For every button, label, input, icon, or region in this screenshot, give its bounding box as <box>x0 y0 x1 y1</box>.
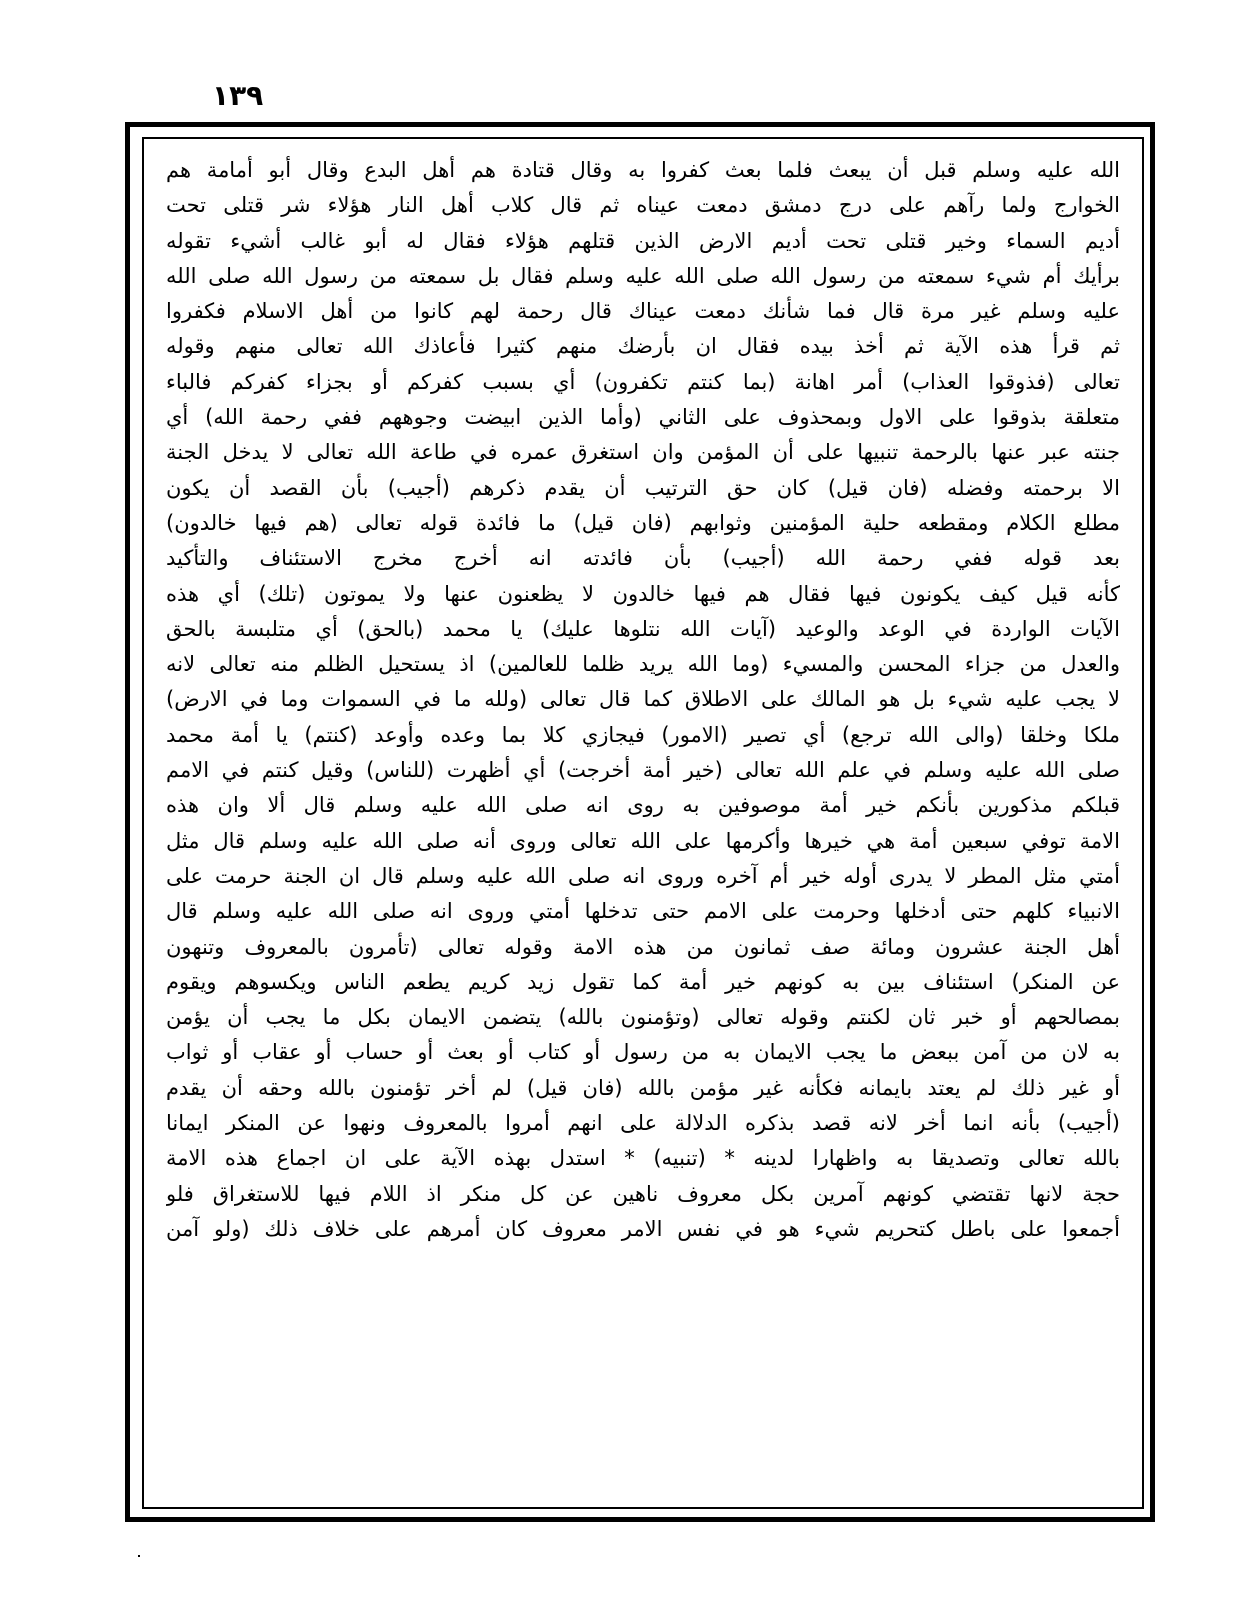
text-line: الامة توفي سبعين أمة هي خيرها وأكرمها على الله تعالى وروى أنه صلى الله عليه وسلم قال مثل <box>166 828 1120 853</box>
text-line: مطلع الكلام ومقطعه حلية المؤمنين وثوابهم (فان قيل) ما فائدة قوله تعالى (هم فيها خالدون) <box>166 510 1120 535</box>
text-line: بالله تعالى وتصديقا به واظهارا لدينه * (تنبيه) * استدل بهذه الآية على ان اجماع هذه الامة <box>166 1146 1120 1171</box>
text-line: والعدل من جزاء المحسن والمسيء (وما الله يريد ظلما للعالمين) اذ يستحيل الظلم منه تعالى لانه <box>166 652 1120 677</box>
text-line: عليه وسلم غير مرة قال فما شأنك دمعت عيناك قال رحمة لهم كانوا من أهل الاسلام فكفروا <box>166 299 1120 324</box>
page-border-inner <box>142 137 1144 1509</box>
text-line: بمصالحهم أو خبر ثان لكنتم وقوله تعالى (وتؤمنون بالله) يتضمن الايمان بكل ما يجب أن يؤمن <box>166 1005 1120 1030</box>
text-line: الانبياء كلهم حتى أدخلها وحرمت على الامم حتى تدخلها أمتي وروى انه صلى الله عليه وسلم قال <box>166 899 1120 924</box>
text-line: الله عليه وسلم قبل أن يبعث فلما بعث كفروا به وقال قتادة هم أهل البدع وقال أبو أمامة هم <box>166 158 1120 182</box>
text-line: به لان من آمن ببعض ما يجب الايمان به من رسول أو كتاب أو بعث أو حساب أو عقاب أو ثواب <box>166 1040 1120 1065</box>
text-line: الخوارج ولما رآهم على درج دمشق دمعت عيناه ثم قال كلاب أهل النار هؤلاء شر قتلى تحت <box>166 193 1120 218</box>
text-line: الا برحمته وفضله (فان قيل) كان حق الترتيب أن يقدم ذكرهم (أجيب) بأن القصد أن يكون <box>166 475 1120 500</box>
scan-speck <box>138 1555 140 1557</box>
text-line: حجة لانها تقتضي كونهم آمرين بكل معروف ناهين عن كل منكر اذ اللام فيها للاستغراق فلو <box>166 1181 1120 1206</box>
body-text <box>166 153 1120 1497</box>
text-line: أديم السماء وخير قتلى تحت أديم الارض الذين قتلهم هؤلاء فقال له أبو غالب أشيء تقوله <box>166 228 1120 253</box>
text-line: بعد قوله ففي رحمة الله (أجيب) بأن فائدته انه أخرج مخرج الاستئناف والتأكيد <box>166 546 1120 571</box>
text-line: أجمعوا على باطل كتحريم شيء هو في نفس الامر معروف كان أمرهم على خلاف ذلك (ولو آمن <box>166 1216 1120 1241</box>
page-border-outer <box>125 122 1155 1522</box>
text-line: أمتي مثل المطر لا يدرى أوله خير أم آخره وروى انه صلى الله عليه وسلم قال ان الجنة حرمت على <box>166 863 1120 888</box>
text-line: جنته عبر عنها بالرحمة تنبيها على أن المؤمن وان استغرق عمره في طاعة الله تعالى لا يدخل الجنة <box>166 440 1120 465</box>
text-line: لا يجب عليه شيء بل هو المالك على الاطلاق كما قال تعالى (ولله ما في السموات وما في الارض) <box>166 687 1120 712</box>
text-line: ملكا وخلقا (والى الله ترجع) أي تصير (الامور) فيجازي كلا بما وعده وأوعد (كنتم) يا أمة محمد <box>166 722 1120 747</box>
text-line: كأنه قيل كيف يكونون فيها فقال هم فيها خالدون لا يظعنون عنها ولا يموتون (تلك) أي هذه <box>166 581 1120 606</box>
text-line: الآيات الواردة في الوعد والوعيد (آيات الله نتلوها عليك) يا محمد (بالحق) أي متلبسة بالحق <box>166 616 1120 641</box>
text-line: أو غير ذلك لم يعتد بايمانه فكأنه غير مؤمن بالله (فان قيل) لم أخر تؤمنون بالله وحقه أن يقدم <box>166 1075 1120 1100</box>
text-line: تعالى (فذوقوا العذاب) أمر اهانة (بما كنتم تكفرون) أي بسبب كفركم أو بجزاء كفركم فالباء <box>166 369 1120 394</box>
text-line: عن المنكر) استئناف بين به كونهم خير أمة كما تقول زيد كريم يطعم الناس ويكسوهم ويقوم <box>166 969 1120 994</box>
text-line: برأيك أم شيء سمعته من رسول الله صلى الله عليه وسلم فقال بل سمعته من رسول الله صلى الله <box>166 263 1120 288</box>
text-line: صلى الله عليه وسلم في علم الله تعالى (خير أمة أخرجت) أي أظهرت (للناس) وقيل كنتم في الامم <box>166 758 1120 783</box>
text-line: ثم قرأ هذه الآية ثم أخذ بيده فقال ان بأرضك منهم كثيرا فأعاذك الله تعالى منهم وقوله <box>166 334 1120 359</box>
page-number: ١٣٩ <box>212 79 264 112</box>
text-line: قبلكم مذكورين بأنكم خير أمة موصوفين به روى انه صلى الله عليه وسلم قال ألا وان هذه <box>166 793 1120 818</box>
text-line: (أجيب) بأنه انما أخر لانه قصد بذكره الدلالة على انهم أمروا بالمعروف ونهوا عن المنكر ايمانا <box>166 1111 1120 1136</box>
text-line: متعلقة بذوقوا على الاول وبمحذوف على الثاني (وأما الذين ابيضت وجوههم ففي رحمة الله) أي <box>166 405 1120 430</box>
text-line: أهل الجنة عشرون ومائة صف ثمانون من هذه الامة وقوله تعالى (تأمرون بالمعروف وتنهون <box>166 934 1120 959</box>
